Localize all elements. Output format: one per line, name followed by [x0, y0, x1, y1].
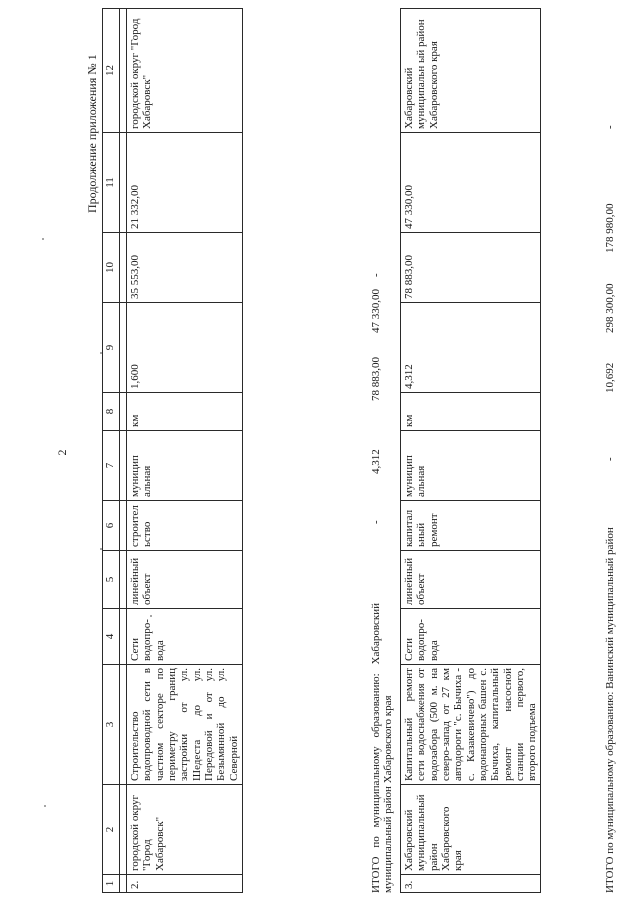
total-quantity: 4,312 [370, 449, 382, 474]
appendix-caption: Продолжение приложения № 1 [85, 54, 99, 213]
municipality-cell: городской округ "Город Хабаровск" [127, 785, 243, 875]
total-recipient: - [370, 273, 382, 277]
work-type-cell: строител ьство [127, 501, 243, 551]
row-number: 2. [127, 875, 243, 893]
object-cell: Сети водопро-вода [127, 609, 243, 665]
table-row [401, 9, 541, 893]
total-unit: - [604, 457, 616, 461]
table-header-cell: 3 [103, 665, 120, 785]
recipient-cell: Хабаровский муниципальн ый район Хабаровского края [401, 9, 541, 133]
total-quantity: 10,692 [604, 362, 616, 393]
total-cost-total: 78 883,00 [370, 357, 382, 401]
appendix-table [102, 8, 243, 893]
table-header-cell: 12 [103, 9, 120, 133]
table-header-cell: 2 [103, 785, 120, 875]
table-header-cell: 4 [103, 609, 120, 665]
total-label: ИТОГО по муниципальному образованию: Ванинский муниципальный район [604, 527, 616, 893]
table-header-row [103, 9, 120, 893]
appendix-table-continued [400, 8, 541, 893]
quantity-cell: 4,312 [401, 303, 541, 393]
object-type-cell: линейный объект [401, 551, 541, 609]
table-spacer-row [120, 9, 127, 893]
ownership-cell: муницип альная [127, 431, 243, 501]
row-number: 3. [401, 875, 541, 893]
description-cell: Строительство водопроводной сети в частном секторе по периметру границ застройки от ул. Шедеста до ул. Передовой и от ул. Безымянной до ул. Северной [127, 665, 243, 785]
scan-speck [100, 548, 102, 550]
table-header-cell: 11 [103, 133, 120, 233]
total-label: ИТОГО по муниципальному образованию: Хабаровский муниципальный район Хабаровского края [370, 603, 395, 893]
object-cell: Сети водопро-вода [401, 609, 541, 665]
total-unit: - [370, 520, 382, 524]
work-type-cell: капитал ьный ремонт [401, 501, 541, 551]
table-header-cell: 1 [103, 875, 120, 893]
object-type-cell: линейный объект [127, 551, 243, 609]
table-header-cell: 10 [103, 233, 120, 303]
cost-total-cell: 35 553,00 [127, 233, 243, 303]
cost-total-cell: 78 883,00 [401, 233, 541, 303]
table-row [127, 9, 243, 893]
scan-speck [42, 238, 44, 240]
cost-part-cell: 47 330,00 [401, 133, 541, 233]
table-header-cell: 9 [103, 303, 120, 393]
recipient-cell: городской округ "Город Хабаровск" [127, 9, 243, 133]
table-header-cell: 7 [103, 431, 120, 501]
total-cost-part: 47 330,00 [370, 289, 382, 333]
unit-cell: км [401, 393, 541, 431]
table-header-cell: 8 [103, 393, 120, 431]
municipality-cell: Хабаровский муниципальный район Хабаровского края [401, 785, 541, 875]
total-cost-total: 298 300,00 [604, 283, 616, 333]
quantity-cell: 1,600 [127, 303, 243, 393]
total-recipient: - [604, 125, 616, 129]
scan-speck [44, 805, 46, 807]
table-header-cell: 5 [103, 551, 120, 609]
unit-cell: км [127, 393, 243, 431]
ownership-cell: муницип альная [401, 431, 541, 501]
page-number: 2 [55, 449, 69, 456]
total-cost-part: 178 980,00 [604, 203, 616, 253]
cost-part-cell: 21 332,00 [127, 133, 243, 233]
table-header-cell: 6 [103, 501, 120, 551]
description-cell: Капитальный ремонт сети водоснабжения от водозабора (500 м. на северо-запад от 27 км автодороги "с. Бычиха - с. Казакевичево") до водонапорных башен с. Бычиха, капитальный ремонт насосной станции первого, второго подъема [401, 665, 541, 785]
scan-speck [150, 615, 152, 617]
scan-speck [100, 352, 102, 354]
